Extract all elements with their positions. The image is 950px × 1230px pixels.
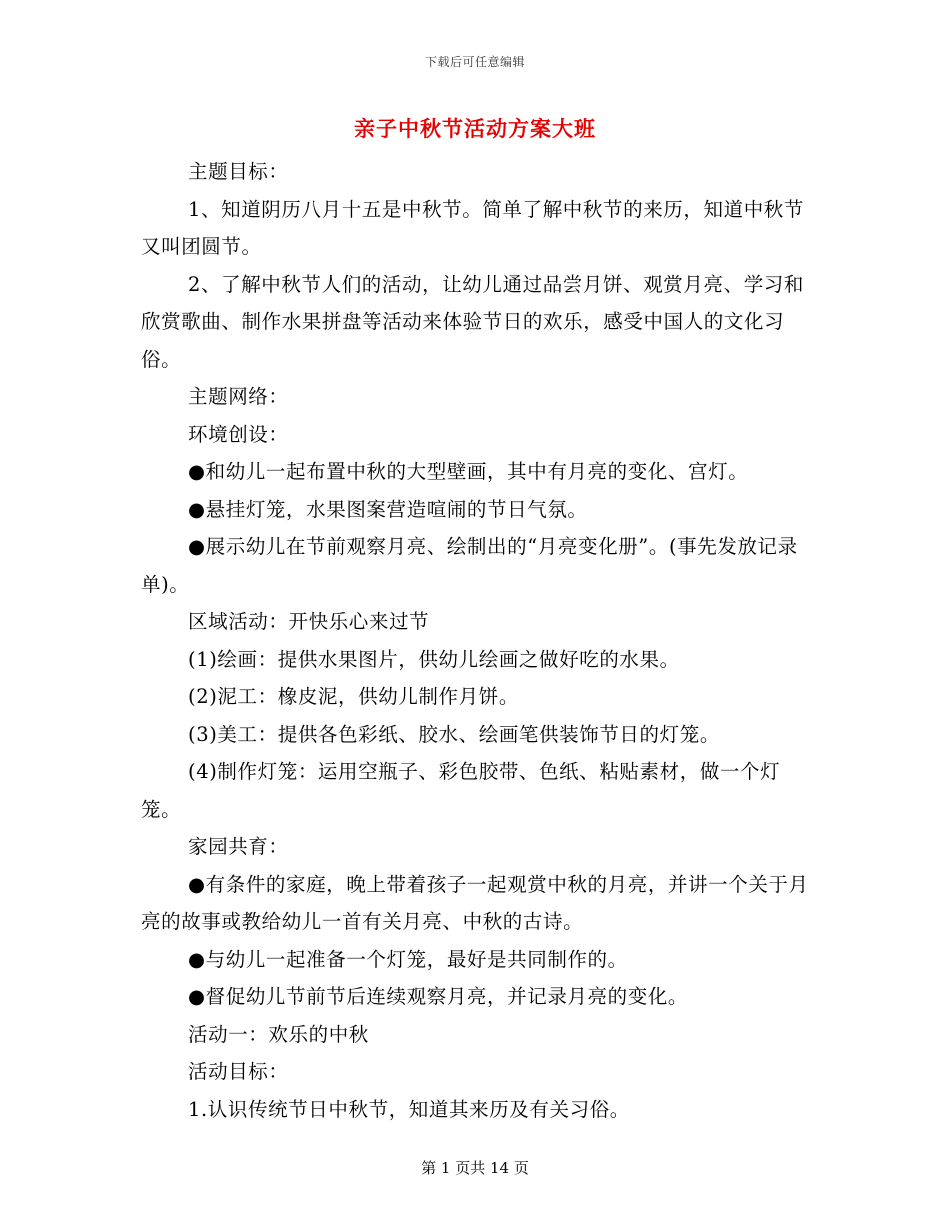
page-number-footer: 第 1 页共 14 页 [421, 1159, 529, 1177]
header-note: 下载后可任意编辑 [424, 55, 525, 69]
paragraph: 2、了解中秋节人们的活动，让幼儿通过品尝月饼、观赏月亮、学习和欣赏歌曲、制作水果拼盘等活动来体验节日的欢乐，感受中国人的文化习俗。 [141, 272, 805, 371]
paragraph: ●与幼儿一起准备一个灯笼，最好是共同制作的。 [188, 947, 628, 971]
paragraph: ●展示幼儿在节前观察月亮、绘制出的“月亮变化册”。(事先发放记录单)。 [141, 535, 798, 596]
paragraph: 主题目标： [188, 160, 289, 183]
paragraph: 主题网络： [188, 385, 289, 408]
document-body [141, 153, 813, 1128]
paragraph: 环境创设： [188, 422, 289, 446]
paragraph: ●督促幼儿节前节后连续观察月亮，并记录月亮的变化。 [188, 985, 689, 1008]
paragraph: 活动目标： [188, 1060, 289, 1083]
paragraph: 1.认识传统节日中秋节，知道其来历及有关习俗。 [188, 1097, 630, 1121]
paragraph: ●悬挂灯笼，水果图案营造喧闹的节日气氛。 [188, 497, 588, 521]
paragraph: 活动一：欢乐的中秋 [188, 1022, 369, 1046]
paragraph: (2)泥工：橡皮泥，供幼儿制作月饼。 [188, 685, 519, 708]
paragraph: 1、知道阴历八月十五是中秋节。简单了解中秋节的来历，知道中秋节又叫团圆节。 [141, 197, 805, 258]
paragraph: (4)制作灯笼：运用空瓶子、彩色胶带、色纸、粘贴素材，做一个灯笼。 [141, 760, 781, 821]
paragraph: ●和幼儿一起布置中秋的大型壁画，其中有月亮的变化、宫灯。 [188, 460, 749, 483]
document-title: 亲子中秋节活动方案大班 [354, 116, 596, 141]
paragraph: (1)绘画：提供水果图片，供幼儿绘画之做好吃的水果。 [188, 647, 680, 671]
paragraph: ●有条件的家庭，晚上带着孩子一起观赏中秋的月亮，并讲一个关于月亮的故事或教给幼儿一首有关月亮、中秋的古诗。 [141, 872, 809, 933]
paragraph: 区域活动：开快乐心来过节 [188, 610, 430, 633]
paragraph: 家园共育： [188, 835, 289, 858]
paragraph: (3)美工：提供各色彩纸、胶水、绘画笔供装饰节日的灯笼。 [188, 722, 720, 746]
